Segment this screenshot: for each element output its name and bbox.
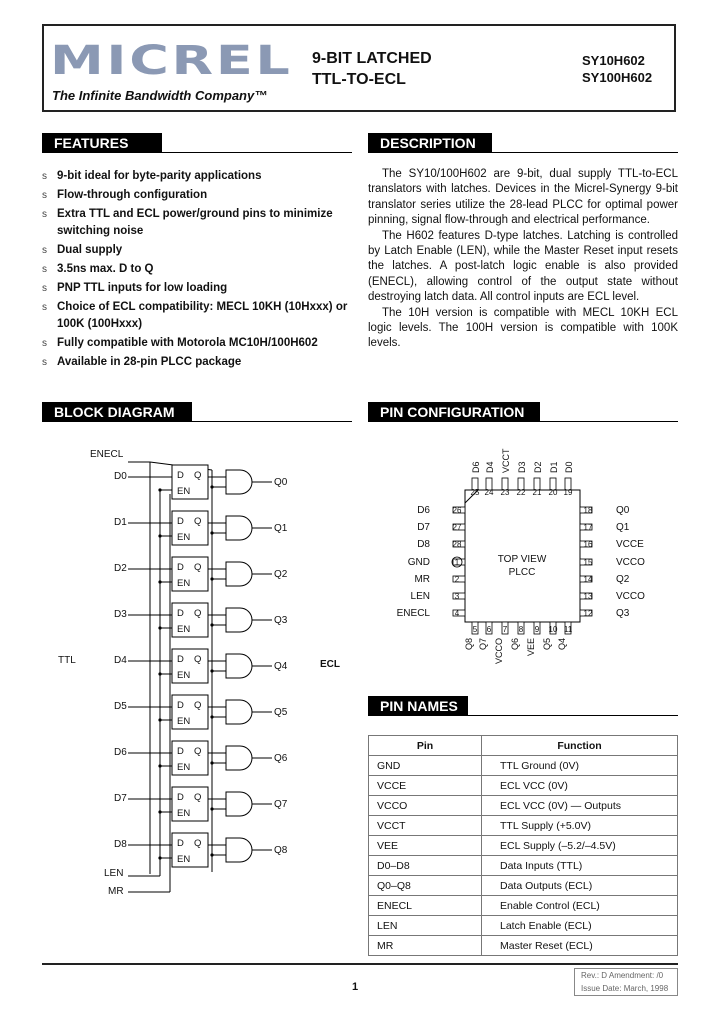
- latch-stage: [114, 557, 288, 591]
- pin-name: LEN: [410, 591, 430, 602]
- data-output-label: Q2: [274, 569, 288, 580]
- latch-en-label: EN: [177, 716, 191, 727]
- pin-number: 13: [583, 592, 593, 601]
- title-line-2: TTL-TO-ECL: [312, 71, 406, 88]
- pin-config-rule: [540, 421, 678, 422]
- latch-en-label: EN: [177, 762, 191, 773]
- data-input-label: D2: [114, 563, 127, 574]
- pin-cell: LEN: [369, 916, 482, 936]
- feature-text: PNP TTL inputs for low loading: [57, 282, 228, 294]
- feature-text: Extra TTL and ECL power/ground pins to minimize switching noise: [57, 208, 333, 237]
- junction-dot: [158, 810, 161, 813]
- table-row: [369, 756, 678, 776]
- junction-dot: [158, 856, 161, 859]
- pin-number: 8: [518, 625, 524, 634]
- latch-q-label: Q: [194, 654, 202, 665]
- pin-name: VCCE: [616, 539, 644, 550]
- latch-stage: [114, 695, 288, 729]
- junction-dot: [210, 623, 213, 626]
- pin-cell: VEE: [369, 836, 482, 856]
- junction-dot: [158, 718, 161, 721]
- revision-box: [574, 968, 678, 996]
- table-row: [369, 876, 678, 896]
- pin-number: 15: [583, 558, 593, 567]
- junction-dot: [210, 669, 213, 672]
- feature-text: Flow-through configuration: [57, 189, 208, 201]
- pin-number: 17: [583, 523, 593, 532]
- description-paragraph: The H602 features D-type latches. Latching is controlled by Latch Enable (LEN), while the Master Reset input resets the latches. A post-latch logic enable is also provided (ENECL), allowing control of the output state without destroying latch data. All control inputs are ECL level.: [368, 229, 678, 304]
- data-input-label: D8: [114, 839, 127, 850]
- junction-dot: [158, 580, 161, 583]
- pin-config-heading: PIN CONFIGURATION: [368, 402, 540, 422]
- title-line-1: 9-BIT LATCHED: [312, 50, 432, 67]
- bullet-icon: s: [42, 338, 47, 349]
- pin-number: 18: [583, 506, 593, 515]
- junction-dot: [210, 853, 213, 856]
- pin-number: 23: [500, 488, 510, 497]
- latch-stage: [114, 465, 288, 499]
- pin-number: 22: [516, 488, 526, 497]
- bullet-icon: s: [42, 190, 47, 201]
- pin-names-heading: PIN NAMES: [368, 696, 468, 716]
- latch-d-label: D: [177, 562, 184, 573]
- bullet-icon: s: [42, 283, 47, 294]
- pin-number: 2: [454, 575, 460, 584]
- pin-name: Q7: [478, 638, 488, 651]
- function-cell: Enable Control (ECL): [482, 896, 678, 916]
- latch-d-label: D: [177, 838, 184, 849]
- junction-dot: [158, 626, 161, 629]
- company-tagline: The Infinite Bandwidth Company™: [52, 88, 268, 103]
- pin-number: 26: [452, 506, 462, 515]
- pin-name: D7: [417, 522, 430, 533]
- latch-en-label: EN: [177, 670, 191, 681]
- pin-cell: VCCT: [369, 816, 482, 836]
- and-gate-icon: [226, 654, 252, 678]
- part-number-2: SY100H602: [582, 70, 653, 85]
- and-gate-icon: [226, 746, 252, 770]
- latch-d-label: D: [177, 654, 184, 665]
- function-cell: TTL Ground (0V): [482, 756, 678, 776]
- pin-name: D6: [471, 461, 481, 473]
- and-gate-icon: [226, 470, 252, 494]
- table-row: [369, 836, 678, 856]
- pin-name: Q4: [557, 638, 567, 651]
- issue-date-line: Issue Date: March, 1998: [581, 984, 669, 993]
- pin-name: VCCO: [616, 591, 645, 602]
- bullet-icon: s: [42, 209, 47, 220]
- data-output-label: Q0: [274, 477, 288, 488]
- function-cell: ECL Supply (–5.2/–4.5V): [482, 836, 678, 856]
- top-view-label: TOP VIEW: [497, 554, 547, 565]
- pin-name: VCCO: [494, 638, 504, 665]
- bullet-icon: s: [42, 171, 47, 182]
- data-output-label: Q3: [274, 615, 288, 626]
- latch-q-label: Q: [194, 516, 202, 527]
- latch-d-label: D: [177, 516, 184, 527]
- pin-cell: MR: [369, 936, 482, 956]
- and-gate-icon: [226, 516, 252, 540]
- latch-q-label: Q: [194, 700, 202, 711]
- data-output-label: Q8: [274, 845, 288, 856]
- pin-number: 3: [454, 592, 460, 601]
- junction-dot: [210, 485, 213, 488]
- and-gate-icon: [226, 700, 252, 724]
- pin-name: VCCT: [501, 448, 511, 473]
- data-input-label: D3: [114, 609, 127, 620]
- pin-cell: GND: [369, 756, 482, 776]
- junction-dot: [210, 807, 213, 810]
- description-heading: DESCRIPTION: [368, 133, 492, 153]
- data-input-label: D7: [114, 793, 127, 804]
- function-cell: Data Outputs (ECL): [482, 876, 678, 896]
- bullet-icon: s: [42, 302, 47, 313]
- part-number-1: SY10H602: [582, 53, 645, 68]
- pin-table-header-row: [369, 736, 678, 756]
- latch-d-label: D: [177, 792, 184, 803]
- function-cell: Master Reset (ECL): [482, 936, 678, 956]
- features-heading: FEATURES: [42, 133, 162, 153]
- table-row: [369, 856, 678, 876]
- pin-number: 16: [583, 540, 593, 549]
- pin-number: 1: [454, 558, 460, 567]
- pin-name: D1: [549, 461, 559, 473]
- latch-stage: [114, 741, 288, 775]
- function-cell: Latch Enable (ECL): [482, 916, 678, 936]
- pin-name: VEE: [526, 638, 536, 657]
- pin-cell: ENECL: [369, 896, 482, 916]
- pin-name: Q2: [616, 574, 630, 585]
- feature-text: 3.5ns max. D to Q: [57, 263, 154, 275]
- latch-en-label: EN: [177, 808, 191, 819]
- len-label: LEN: [104, 868, 124, 879]
- junction-dot: [210, 715, 213, 718]
- pin-name: Q3: [616, 608, 630, 619]
- feature-text: Dual supply: [57, 244, 123, 256]
- pin-number: 6: [486, 625, 492, 634]
- table-row: [369, 916, 678, 936]
- pin-number: 25: [470, 488, 480, 497]
- junction-dot: [210, 761, 213, 764]
- pin-table-body: [369, 756, 678, 956]
- function-cell: Data Inputs (TTL): [482, 856, 678, 876]
- pin-column-header: Pin: [369, 736, 482, 756]
- pin-name: D4: [485, 461, 495, 473]
- data-input-label: D0: [114, 471, 127, 482]
- and-gate-icon: [226, 562, 252, 586]
- junction-dot: [210, 531, 213, 534]
- footer-rule: [42, 963, 678, 965]
- pin-name: D3: [517, 461, 527, 473]
- and-gate-icon: [226, 608, 252, 632]
- junction-dot: [158, 764, 161, 767]
- pin-number: 27: [452, 523, 462, 532]
- function-cell: TTL Supply (+5.0V): [482, 816, 678, 836]
- latch-en-label: EN: [177, 486, 191, 497]
- data-output-label: Q5: [274, 707, 288, 718]
- feature-text: 9-bit ideal for byte-parity applications: [57, 170, 262, 182]
- latch-en-label: EN: [177, 624, 191, 635]
- pin-name: D0: [564, 461, 574, 473]
- pin-name: Q0: [616, 505, 630, 516]
- page-number: 1: [352, 981, 359, 993]
- pin-cell: Q0–Q8: [369, 876, 482, 896]
- table-row: [369, 796, 678, 816]
- revision-line: Rev.: D Amendment: /0: [581, 971, 664, 980]
- plcc-pin-diagram: [360, 430, 720, 680]
- function-cell: ECL VCC (0V): [482, 776, 678, 796]
- latch-q-label: Q: [194, 562, 202, 573]
- pin-number: 21: [532, 488, 542, 497]
- pin-cell: VCCE: [369, 776, 482, 796]
- table-row: [369, 936, 678, 956]
- pin-number: 20: [548, 488, 558, 497]
- bullet-icon: s: [42, 357, 47, 368]
- latch-en-label: EN: [177, 532, 191, 543]
- pin-number: 12: [583, 609, 593, 618]
- bullet-icon: s: [42, 264, 47, 275]
- ttl-label: TTL: [58, 655, 76, 666]
- data-input-label: D4: [114, 655, 127, 666]
- and-gate-icon: [226, 838, 252, 862]
- data-input-label: D1: [114, 517, 127, 528]
- plcc-label: PLCC: [508, 567, 536, 578]
- pin-names-table: [368, 735, 678, 956]
- pin-name: Q8: [464, 638, 474, 651]
- description-paragraph: The SY10/100H602 are 9-bit, dual supply TTL-to-ECL translators with latches. Devices in the Micrel-Synergy 9-bit translator series utilize the 28-lead PLCC for optimal power pinning, signal flow-through and electrical performance.: [368, 168, 678, 227]
- feature-text: Available in 28-pin PLCC package: [57, 356, 242, 368]
- latch-q-label: Q: [194, 838, 202, 849]
- pin-name: ENECL: [396, 608, 430, 619]
- pin-name: Q1: [616, 522, 630, 533]
- latch-q-label: Q: [194, 792, 202, 803]
- pin-number: 11: [563, 625, 573, 634]
- pin-name: GND: [407, 557, 430, 568]
- data-output-label: Q6: [274, 753, 288, 764]
- pin-name: D6: [417, 505, 430, 516]
- latch-stage: [114, 603, 288, 637]
- latch-d-label: D: [177, 746, 184, 757]
- junction-dot: [158, 672, 161, 675]
- latch-stage: [114, 649, 288, 683]
- latch-d-label: D: [177, 608, 184, 619]
- pin-number: 9: [534, 625, 540, 634]
- mr-label: MR: [108, 886, 124, 897]
- latch-q-label: Q: [194, 746, 202, 757]
- latch-d-label: D: [177, 470, 184, 481]
- table-row: [369, 896, 678, 916]
- part-numbers: [582, 52, 652, 86]
- latch-d-label: D: [177, 700, 184, 711]
- feature-text: Fully compatible with Motorola MC10H/100H602: [57, 337, 318, 349]
- pin-number: 14: [583, 575, 593, 584]
- junction-dot: [210, 577, 213, 580]
- latch-stage: [114, 833, 288, 867]
- feature-text: Choice of ECL compatibility: MECL 10KH (10Hxxx) or 100K (100Hxxx): [57, 301, 348, 330]
- pin-number: 7: [502, 625, 508, 634]
- table-row: [369, 816, 678, 836]
- latch-q-label: Q: [194, 470, 202, 481]
- pin-name: Q6: [510, 638, 520, 651]
- latch-en-label: EN: [177, 854, 191, 865]
- description-paragraph: The 10H version is compatible with MECL 10KH ECL logic levels. The 100H version is compatible with 100K levels.: [368, 306, 678, 350]
- description-rule: [492, 152, 678, 153]
- data-input-label: D6: [114, 747, 127, 758]
- pin-name: VCCO: [616, 557, 645, 568]
- block-diagram-heading: BLOCK DIAGRAM: [42, 402, 192, 422]
- junction-dot: [158, 488, 161, 491]
- pin-number: 24: [484, 488, 494, 497]
- data-output-label: Q4: [274, 661, 288, 672]
- junction-dot: [158, 534, 161, 537]
- pin-name: Q5: [542, 638, 552, 651]
- data-output-label: Q1: [274, 523, 288, 534]
- data-input-label: D5: [114, 701, 127, 712]
- ecl-label: ECL: [320, 659, 340, 670]
- pin-number: 4: [454, 609, 460, 618]
- pin-name: MR: [414, 574, 430, 585]
- micrel-logo: MICREL: [50, 38, 293, 84]
- latch-en-label: EN: [177, 578, 191, 589]
- pin-number: 10: [548, 625, 558, 634]
- function-column-header: Function: [482, 736, 678, 756]
- pin-number: 5: [472, 625, 478, 634]
- pin-names-rule: [468, 715, 678, 716]
- and-gate-icon: [226, 792, 252, 816]
- enecl-label: ENECL: [90, 449, 124, 460]
- latch-stage: [114, 511, 288, 545]
- pin-name: D8: [417, 539, 430, 550]
- latch-q-label: Q: [194, 608, 202, 619]
- pin-number: 19: [563, 488, 573, 497]
- pin-cell: VCCO: [369, 796, 482, 816]
- table-row: [369, 776, 678, 796]
- pin-name: D2: [533, 461, 543, 473]
- bullet-icon: s: [42, 245, 47, 256]
- data-output-label: Q7: [274, 799, 288, 810]
- pin-number: 28: [452, 540, 462, 549]
- function-cell: ECL VCC (0V) — Outputs: [482, 796, 678, 816]
- pin-cell: D0–D8: [369, 856, 482, 876]
- description-body: [368, 167, 678, 352]
- latch-stage: [114, 787, 288, 821]
